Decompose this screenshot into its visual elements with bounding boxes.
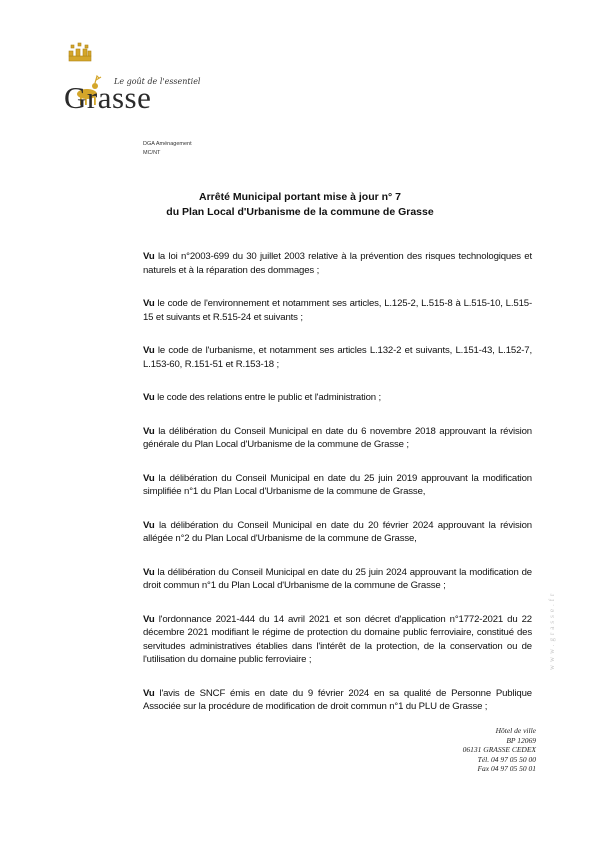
logo-name: Grasse [64, 80, 152, 115]
paragraph [143, 425, 532, 452]
paragraph-text: l'ordonnance 2021-444 du 14 avril 2021 et son décret d'application n°1772-2021 du 22 décembre 2021 modifiant le régime de protection du domaine public ferroviaire, constitué des servitudes administratives établies dans l'intérêt de la protection, de la conservation ou de l'utilisation du domaine public ferroviaire ; [143, 613, 532, 665]
logo-tagline: Le goût de l'essentiel [114, 77, 201, 86]
paragraph [143, 613, 532, 667]
footer-line: BP 12069 [506, 735, 536, 745]
paragraph-lead: Vu [143, 566, 155, 578]
paragraph-lead: Vu [143, 613, 155, 625]
paragraph-text: la délibération du Conseil Municipal en date du 20 février 2024 approuvant la révision allégée n°2 du Plan Local d'Urbanisme de la commune de Grasse, [143, 519, 532, 544]
title-line-1: Arrêté Municipal portant mise à jour n° 7 [199, 191, 401, 203]
reference-department: DGA Aménagement [143, 141, 192, 147]
paragraph-text: la délibération du Conseil Municipal en date du 25 juin 2019 approuvant la modification simplifiée n°1 du Plan Local d'Urbanisme de la commune de Grasse, [143, 472, 532, 497]
paragraph [143, 566, 532, 593]
paragraph-text: le code de l'urbanisme, et notamment ses articles L.132-2 et suivants, L.151-43, L.152-7, L.153-60, R.151-51 et R.153-18 ; [143, 345, 532, 370]
paragraph-lead: Vu [143, 392, 155, 403]
paragraph-lead: Vu [143, 425, 155, 437]
paragraph [143, 250, 532, 277]
document-body [143, 250, 532, 734]
footer-address [406, 726, 536, 774]
paragraph-lead: Vu [143, 687, 155, 699]
website-watermark: www.grasse.fr [548, 590, 556, 670]
paragraph [143, 687, 532, 714]
paragraph [143, 297, 532, 324]
paragraph-text: la délibération du Conseil Municipal en date du 6 novembre 2018 approuvant la révision générale du Plan Local d'Urbanisme de la commune de Grasse ; [143, 425, 532, 450]
footer-line: 06131 GRASSE CEDEX [462, 745, 536, 754]
paragraph-lead: Vu [143, 472, 155, 484]
paragraph-text: la délibération du Conseil Municipal en date du 25 juin 2024 approuvant la modification de droit commun n°1 du Plan Local d'Urbanisme de la commune de Grasse ; [143, 566, 532, 591]
city-logo [58, 40, 201, 120]
paragraph [143, 391, 532, 405]
paragraph-text: le code de l'environnement et notamment ses articles, L.125-2, L.515-8 à L.515-10, L.515-15 et suivants et R.515-24 et suivants ; [143, 298, 532, 323]
paragraph-text: le code des relations entre le public et l'administration ; [154, 392, 382, 403]
paragraph-lead: Vu [143, 519, 155, 531]
reference-block [143, 140, 192, 158]
paragraph [143, 519, 532, 546]
paragraph [143, 472, 532, 499]
reference-initials: MC/NT [143, 150, 161, 156]
paragraph-text: l'avis de SNCF émis en date du 9 février 2024 en sa qualité de Personne Publique Associée sur la procédure de modification de droit commun n°1 du PLU de Grasse ; [143, 687, 532, 712]
footer-line: Tél. 04 97 05 50 00 [477, 754, 536, 764]
footer-line: Fax 04 97 05 50 01 [477, 764, 536, 773]
paragraph-lead: Vu [143, 251, 155, 262]
paragraph-lead: Vu [143, 345, 155, 356]
footer-line: Hôtel de ville [495, 726, 536, 735]
paragraph-text: la loi n°2003-699 du 30 juillet 2003 relative à la prévention des risques technologiques et naturels et à la réparation des dommages ; [143, 251, 532, 276]
title-line-2: du Plan Local d'Urbanisme de la commune de Grasse [166, 206, 434, 218]
paragraph-lead: Vu [143, 298, 155, 309]
document-title [0, 190, 600, 220]
paragraph [143, 344, 532, 371]
